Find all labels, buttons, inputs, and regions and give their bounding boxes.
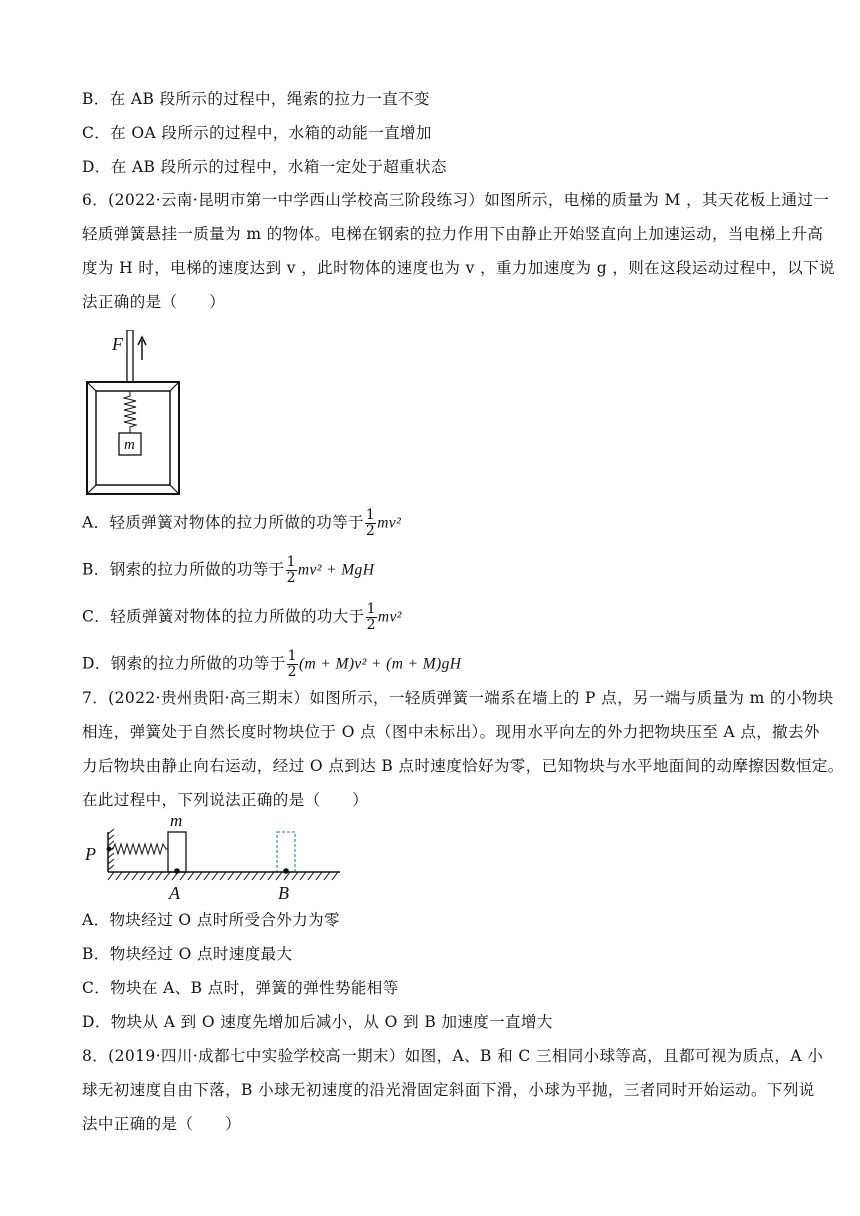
block [168,832,186,872]
q6-option-a-expr: mv² [377,514,402,532]
fraction-denominator: 2 [287,664,297,680]
fraction-half [365,508,376,539]
point-p-label: P [85,844,96,864]
q7-option-c: C．物块在 A、B 点时，弹簧的弹性势能相等 [82,979,399,997]
block-ghost-dashed [277,832,295,872]
q8-stem-line-3: 法中正确的是（ ） [82,1115,242,1133]
spring-block-figure [82,812,347,902]
up-arrow-icon [138,337,146,360]
q6-option-c-expr: mv² [377,608,402,626]
fraction-numerator: 1 [366,601,376,617]
q8-stem-line-1: 8．(2019·四川·成都七中实验学校高一期末）如图，A、B 和 C 三相同小球等高，且都可视为质点，A 小 [82,1047,824,1065]
q5-option-c: C．在 OA 段所示的过程中，水箱的动能一直增加 [82,124,432,142]
q7-stem-line-1: 7．(2022·贵州贵阳·高三期末）如图所示，一轻质弹簧一端系在墙上的 P 点，另一端与质量为 m 的小物块 [82,689,834,707]
fraction-half [286,555,297,586]
fraction-half [366,602,377,633]
q7-option-d: D．物块从 A 到 O 速度先增加后减小，从 O 到 B 加速度一直增大 [82,1013,553,1031]
fraction-numerator: 1 [365,507,376,523]
q7-stem-line-4: 在此过程中，下列说法正确的是（ ） [82,791,369,809]
mass-label: m [124,437,135,453]
spring [124,391,136,433]
q6-option-a-text: A．轻质弹簧对物体的拉力所做的功等于 [82,513,364,532]
q6-option-d-expr: (m + M)v² + (m + M)gH [298,655,462,673]
q5-option-d: D．在 AB 段所示的过程中，水箱一定处于超重状态 [82,158,447,176]
q6-stem-line-1: 6．(2022·云南·昆明市第一中学西山学校高三阶段练习）如图所示，电梯的质量为 M ，其天花板上通过一 [82,191,830,209]
cable [127,330,133,382]
q7-option-b: B．物块经过 O 点时速度最大 [82,945,293,963]
q5-option-b: B．在 AB 段所示的过程中，绳索的拉力一直不变 [82,90,430,108]
point-a-label: A [169,883,180,902]
q6-option-b-text: B．钢索的拉力所做的功等于 [82,560,285,579]
spring [109,844,168,854]
elevator-figure [82,330,192,500]
q7-option-a: A．物块经过 O 点时所受合外力为零 [82,911,340,929]
fraction-numerator: 1 [286,554,296,570]
q6-stem-line-4: 法正确的是（ ） [82,293,226,311]
q6-option-d [82,649,782,680]
q6-stem-line-2: 轻质弹簧悬挂一质量为 m 的物体。电梯在钢索的拉力作用下由静止开始竖直向上加速运动，当电梯上升高 [82,225,824,243]
q7-stem-line-3: 力后物块由静止向右运动，经过 O 点到达 B 点时速度恰好为零，已知物块与水平地面间的动摩擦因数恒定。 [82,757,844,775]
fraction-denominator: 2 [286,570,296,586]
q8-stem-line-2: 球无初速度自由下落，B 小球无初速度的沿光滑固定斜面下滑，小球为平抛，三者同时开始运动。下列说 [82,1081,815,1099]
q7-stem-line-2: 相连，弹簧处于自然长度时物块位于 O 点（图中未标出）。现用水平向左的外力把物块压至 A 点，撤去外 [82,723,820,741]
q6-stem-line-3: 度为 H 时，电梯的速度达到 v ，此时物体的速度也为 v ，重力加速度为 g ，则在这段运动过程中，以下说 [82,259,835,277]
q6-option-b-expr: mv² + MgH [297,561,375,579]
fraction-numerator: 1 [287,648,297,664]
point-a-dot [174,868,180,874]
force-label: F [112,334,123,354]
q6-option-d-text: D．钢索的拉力所做的功等于 [82,654,286,673]
fraction-denominator: 2 [366,617,376,633]
block-mass-label: m [170,812,183,830]
fraction-half [287,649,298,680]
fraction-denominator: 2 [365,523,376,539]
q6-option-c-text: C．轻质弹簧对物体的拉力所做的功大于 [82,607,365,626]
q6-option-a [82,508,782,539]
q6-option-b [82,555,782,586]
q6-option-c [82,602,782,633]
point-b-dot [283,868,289,874]
point-b-label: B [278,883,289,902]
